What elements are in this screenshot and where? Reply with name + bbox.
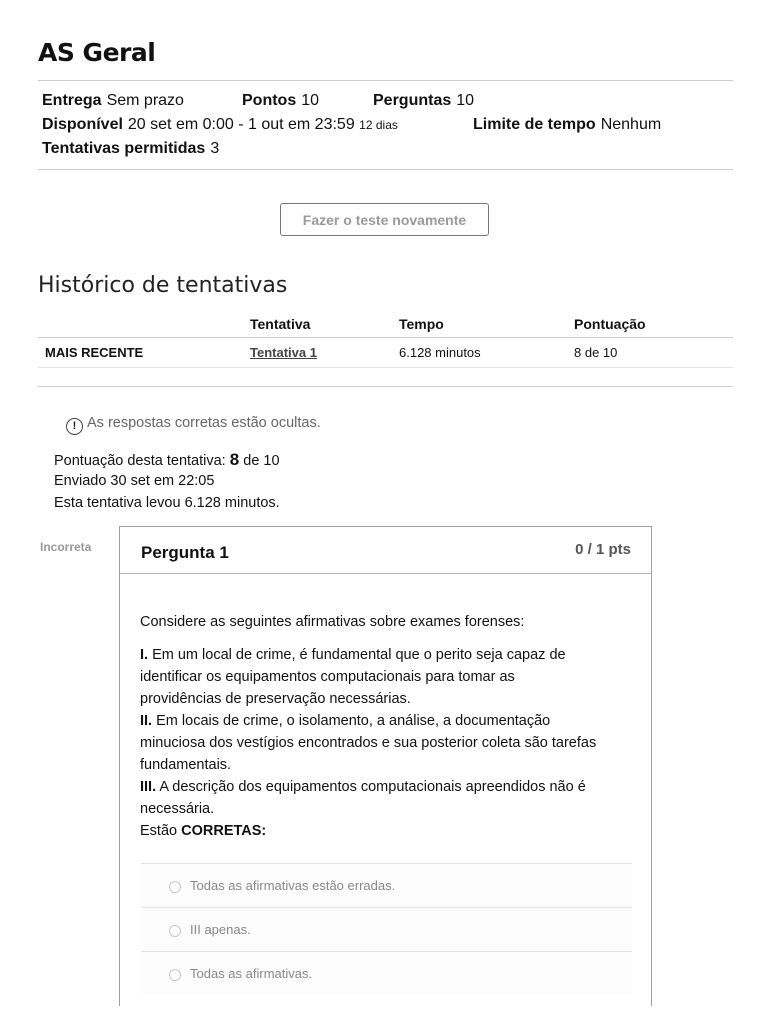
header-score: Pontuação	[574, 316, 646, 332]
radio-button[interactable]	[169, 969, 181, 981]
table-header-divider	[38, 337, 733, 338]
row-score: 8 de 10	[574, 345, 618, 360]
attempts-label: Tentativas permitidas	[42, 140, 206, 157]
questions-label: Perguntas	[373, 92, 452, 109]
time-limit-value: Nenhum	[600, 116, 662, 133]
questions-meta	[373, 92, 474, 110]
statement-3-line: necessária.	[140, 801, 215, 817]
table-row-divider	[38, 367, 733, 368]
header-time: Tempo	[399, 316, 444, 332]
attempts-value: 3	[210, 140, 220, 157]
statement-1-line: Em um local de crime, é fundamental que o perito seja capaz de	[152, 647, 566, 663]
available-label: Disponível	[42, 116, 123, 133]
divider	[38, 80, 733, 81]
row-status: MAIS RECENTE	[45, 345, 144, 360]
question-card	[119, 526, 652, 1006]
attempt-link[interactable]: Tentativa 1	[250, 345, 317, 360]
question-ask	[140, 820, 266, 842]
statement-1-line: providências de preservação necessárias.	[140, 691, 411, 707]
score-value: 8	[229, 450, 240, 469]
answer-label: III apenas.	[190, 922, 251, 937]
score-prefix: Pontuação desta tentativa:	[54, 453, 226, 469]
question-points: 0 / 1 pts	[575, 541, 631, 558]
points-value: 10	[301, 92, 320, 109]
answer-option[interactable]	[141, 907, 632, 951]
statement-2-line: fundamentais.	[140, 757, 232, 773]
statement-3-num: III.	[140, 779, 157, 795]
statement-1	[140, 644, 566, 666]
attempt-score	[54, 450, 280, 470]
available-value: 20 set em 0:00 - 1 out em 23:59	[127, 116, 355, 133]
points-label: Pontos	[242, 92, 297, 109]
attempts-meta	[42, 140, 219, 158]
time-limit-meta	[473, 116, 661, 134]
statement-1-line: identificar os equipamentos computacionais para tomar as	[140, 669, 515, 685]
available-meta	[42, 116, 398, 134]
question-header	[120, 527, 651, 574]
question-intro: Considere as seguintes afirmativas sobre exames forenses:	[140, 614, 525, 630]
due-label: Entrega	[42, 92, 102, 109]
header-attempt: Tentativa	[250, 316, 311, 332]
statement-2	[140, 710, 550, 732]
answer-label: Todas as afirmativas.	[190, 966, 313, 981]
radio-button[interactable]	[169, 925, 181, 937]
row-time: 6.128 minutos	[399, 345, 481, 360]
ask-bold: CORRETAS:	[181, 823, 267, 839]
answer-option[interactable]	[141, 951, 632, 995]
divider	[38, 386, 733, 387]
statement-2-line: minuciosa dos vestígios encontrados e sua posterior coleta são tarefas	[140, 735, 597, 751]
available-days: 12 dias	[359, 118, 398, 132]
duration-text: Esta tentativa levou 6.128 minutos.	[54, 495, 280, 511]
statement-3-line: A descrição dos equipamentos computacionais apreendidos não é	[159, 779, 586, 795]
meta-row-1	[42, 92, 184, 110]
due-value: Sem prazo	[106, 92, 184, 109]
divider	[38, 169, 733, 170]
statement-3	[140, 776, 586, 798]
submitted-text: Enviado 30 set em 22:05	[54, 473, 215, 489]
statement-2-line: Em locais de crime, o isolamento, a análise, a documentação	[156, 713, 551, 729]
info-icon: !	[66, 418, 83, 435]
incorrect-label: Incorreta	[40, 540, 92, 554]
time-limit-label: Limite de tempo	[473, 116, 596, 133]
ask-prefix: Estão	[140, 823, 178, 839]
statement-2-num: II.	[140, 713, 153, 729]
history-title: Histórico de tentativas	[38, 273, 288, 298]
answers-hidden-notice	[66, 415, 321, 435]
answer-option[interactable]	[141, 863, 632, 907]
answer-label: Todas as afirmativas estão erradas.	[190, 878, 396, 893]
page-title: AS Geral	[38, 38, 156, 67]
notice-text: As respostas corretas estão ocultas.	[87, 415, 321, 431]
question-title: Pergunta 1	[141, 543, 229, 562]
statement-1-num: I.	[140, 647, 149, 663]
points-meta	[242, 92, 319, 110]
radio-button[interactable]	[169, 881, 181, 893]
score-suffix: de 10	[243, 453, 280, 469]
questions-value: 10	[456, 92, 475, 109]
retake-quiz-button[interactable]: Fazer o teste novamente	[280, 203, 489, 236]
